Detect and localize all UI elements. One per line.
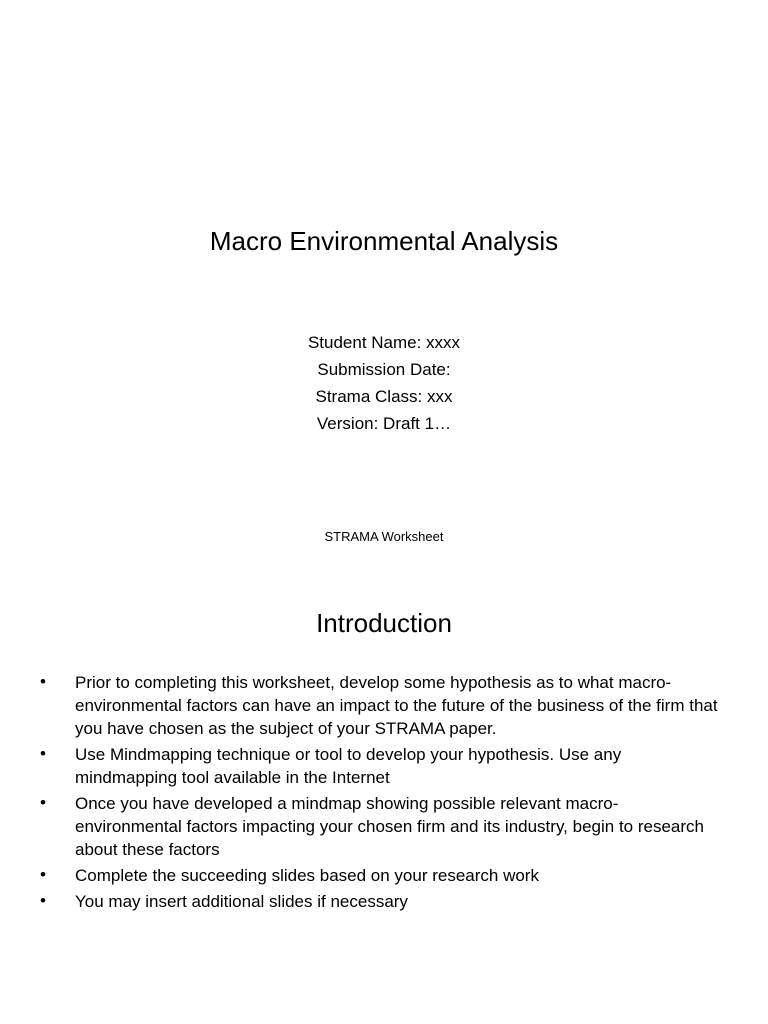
bullet-text: Complete the succeeding slides based on your research work xyxy=(75,866,539,885)
bullet-icon: • xyxy=(40,672,46,691)
bullet-icon: • xyxy=(40,865,46,884)
bullet-icon: • xyxy=(40,744,46,763)
bullet-icon: • xyxy=(40,891,46,910)
introduction-slide xyxy=(0,570,768,1024)
slide-title: Macro Environmental Analysis xyxy=(209,226,559,256)
student-info-block xyxy=(0,329,768,437)
bullet-text: Use Mindmapping technique or tool to develop your hypothesis. Use any mindmapping tool available in the Internet xyxy=(75,745,622,787)
bullet-item xyxy=(40,743,720,789)
bullet-icon: • xyxy=(40,793,46,812)
bullet-item xyxy=(40,671,720,740)
bullet-text: Prior to completing this worksheet, develop some hypothesis as to what macro-environmental factors can have an impact to the future of the business of the firm that you have chosen as the subject of your STRAMA paper. xyxy=(75,673,718,738)
version-line: Version: Draft 1… xyxy=(316,414,452,433)
bullet-item xyxy=(40,864,720,887)
submission-date-line: Submission Date: xyxy=(317,360,451,379)
strama-class-line: Strama Class: xxx xyxy=(315,387,453,406)
student-name-line: Student Name: xxxx xyxy=(307,333,461,352)
bullet-item xyxy=(40,792,720,861)
slide-footer-label: STRAMA Worksheet xyxy=(324,529,444,544)
bullet-text: Once you have developed a mindmap showing possible relevant macro-environmental factors impacting your chosen firm and its industry, begin to research about these factors xyxy=(75,794,704,859)
bullet-item xyxy=(40,890,720,913)
introduction-title: Introduction xyxy=(316,608,452,638)
bullet-text: You may insert additional slides if necessary xyxy=(75,892,408,911)
instruction-bullet-list xyxy=(40,671,720,916)
